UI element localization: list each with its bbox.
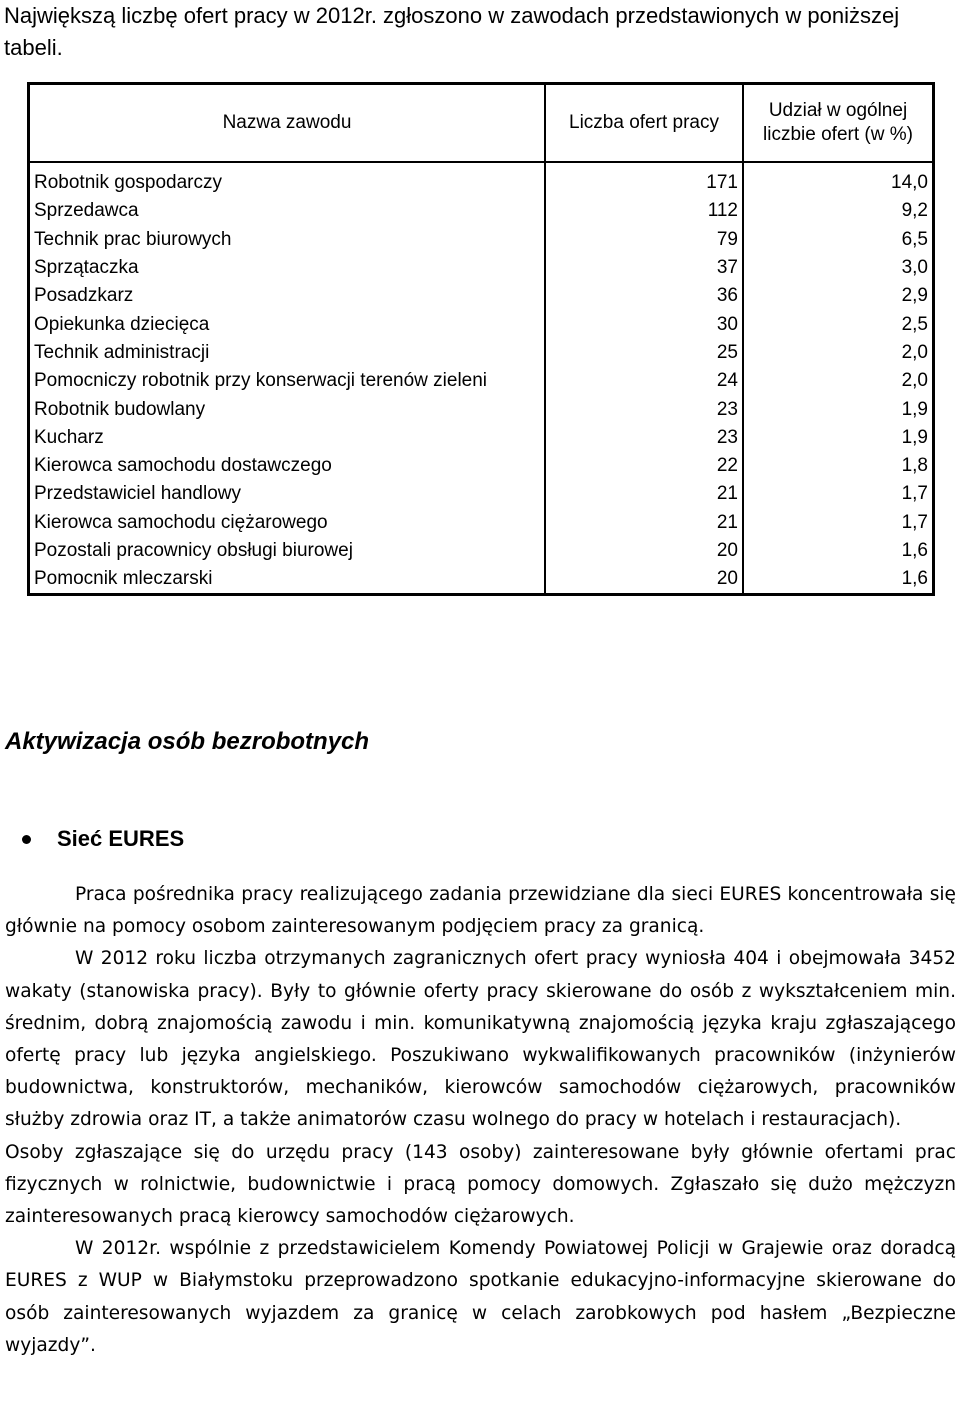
offer-count-cell: 36 bbox=[545, 282, 743, 310]
intro-text: Największą liczbę ofert pracy w 2012r. zgłoszono w zawodach przedstawionych w poniższej tabeli. bbox=[4, 3, 900, 60]
share-cell: 1,8 bbox=[901, 455, 928, 477]
offer-count-cell: 20 bbox=[545, 565, 743, 595]
header-offer-count: Liczba ofert pracy bbox=[545, 84, 743, 163]
table-row bbox=[29, 226, 934, 254]
table-row bbox=[29, 197, 934, 225]
paragraph: Osoby zgłaszające się do urzędu pracy (143 osoby) zainteresowane były głównie ofertami prac fizycznych w rolnictwie, budownictwie i pracą pomocy domowych. Zgłaszało się dużo mężczyzn zainteresowanych pracą kierowcy samochodów ciężarowych. bbox=[5, 1141, 956, 1228]
offer-count-cell: 23 bbox=[545, 395, 743, 423]
offer-count-cell: 171 bbox=[545, 162, 743, 197]
occupation-cell: Pozostali pracownicy obsługi biurowej bbox=[29, 537, 546, 565]
table-row bbox=[29, 395, 934, 423]
table-row bbox=[29, 339, 934, 367]
table-row bbox=[29, 310, 934, 338]
occupation-cell: Robotnik budowlany bbox=[29, 395, 546, 423]
bullet-label: Sieć EURES bbox=[57, 826, 185, 851]
table-row bbox=[29, 480, 934, 508]
offer-count-cell: 22 bbox=[545, 452, 743, 480]
paragraph: Praca pośrednika pracy realizującego zadania przewidziane dla sieci EURES koncentrowała się głównie na pomocy osobom zainteresowanym podjęciem pracy za granicą. bbox=[5, 884, 956, 938]
occupation-cell: Kierowca samochodu dostawczego bbox=[29, 452, 546, 480]
share-cell: 1,9 bbox=[901, 398, 928, 420]
offer-count-cell: 79 bbox=[545, 226, 743, 254]
table-row bbox=[29, 537, 934, 565]
occupation-cell: Kucharz bbox=[29, 424, 546, 452]
table-row bbox=[29, 565, 934, 595]
occupation-cell: Sprzątaczka bbox=[29, 254, 546, 282]
share-cell: 1,6 bbox=[901, 568, 928, 590]
occupation-cell: Robotnik gospodarczy bbox=[29, 162, 546, 197]
share-cell: 6,5 bbox=[901, 228, 928, 250]
share-cell: 3,0 bbox=[901, 257, 928, 279]
header-share: Udział w ogólnej liczbie ofert (w %) bbox=[743, 84, 934, 163]
offer-count-cell: 21 bbox=[545, 480, 743, 508]
share-cell: 1,9 bbox=[901, 426, 928, 448]
share-cell: 2,0 bbox=[901, 370, 928, 392]
table-row bbox=[29, 254, 934, 282]
occupation-cell: Pomocniczy robotnik przy konserwacji terenów zieleni bbox=[29, 367, 546, 395]
paragraph: W 2012 roku liczba otrzymanych zagranicznych ofert pracy wyniosła 404 i obejmowała 3452 wakaty (stanowiska pracy). Były to głównie oferty pracy skierowane do osób z wykształceniem min. średnim, dobrą znajomością zawodu i min. komunikatywną znajomością języka kraju zgłaszającego ofertę pracy lub języka angielskiego. Poszukiwano wykwalifikowanych pracowników (inżynierów budownictwa, konstruktorów, mechaników, kierowców samochodów ciężarowych, pracowników służby zdrowia oraz IT, a także animatorów czasu wolnego do pracy w hotelach i restauracjach). bbox=[5, 948, 956, 1131]
section-title: Aktywizacja osób bezrobotnych bbox=[5, 728, 370, 755]
header-occupation: Nazwa zawodu bbox=[29, 84, 546, 163]
table-row bbox=[29, 282, 934, 310]
offer-count-cell: 24 bbox=[545, 367, 743, 395]
share-cell: 2,9 bbox=[901, 285, 928, 307]
occupation-cell: Posadzkarz bbox=[29, 282, 546, 310]
offer-count-cell: 20 bbox=[545, 537, 743, 565]
share-cell: 1,7 bbox=[901, 511, 928, 533]
occupation-cell: Technik prac biurowych bbox=[29, 226, 546, 254]
share-cell: 9,2 bbox=[901, 200, 928, 222]
offer-count-cell: 112 bbox=[545, 197, 743, 225]
share-cell: 2,5 bbox=[901, 313, 928, 335]
share-cell: 1,6 bbox=[901, 540, 928, 561]
offer-count-cell: 21 bbox=[545, 509, 743, 537]
job-offers-table bbox=[27, 82, 935, 596]
occupation-cell: Kierowca samochodu ciężarowego bbox=[29, 509, 546, 537]
offer-count-cell: 23 bbox=[545, 424, 743, 452]
paragraph: W 2012r. wspólnie z przedstawicielem Komendy Powiatowej Policji w Grajewie oraz doradcą EURES z WUP w Białymstoku przeprowadzono spotkanie edukacyjno-informacyjne skierowane do osób zainteresowanych wyjazdem za granicę w celach zarobkowych pod hasłem „Bezpieczne wyjazdy”. bbox=[5, 1238, 956, 1356]
occupation-cell: Przedstawiciel handlowy bbox=[29, 480, 546, 508]
share-cell: 1,7 bbox=[901, 483, 928, 505]
offer-count-cell: 25 bbox=[545, 339, 743, 367]
offer-count-cell: 37 bbox=[545, 254, 743, 282]
share-cell: 2,0 bbox=[901, 341, 928, 363]
occupation-cell: Opiekunka dziecięca bbox=[29, 310, 546, 338]
occupation-cell: Technik administracji bbox=[29, 339, 546, 367]
occupation-cell: Pomocnik mleczarski bbox=[29, 565, 546, 595]
table-header-row bbox=[29, 84, 934, 163]
table-row bbox=[29, 509, 934, 537]
body-text bbox=[5, 879, 956, 1362]
table-row bbox=[29, 162, 934, 197]
bullet-item bbox=[22, 826, 184, 852]
table-row bbox=[29, 367, 934, 395]
table-row bbox=[29, 424, 934, 452]
bullet-icon bbox=[22, 835, 31, 844]
table-row bbox=[29, 452, 934, 480]
share-cell: 14,0 bbox=[891, 172, 928, 194]
table-body bbox=[29, 162, 934, 595]
offer-count-cell: 30 bbox=[545, 310, 743, 338]
occupation-cell: Sprzedawca bbox=[29, 197, 546, 225]
